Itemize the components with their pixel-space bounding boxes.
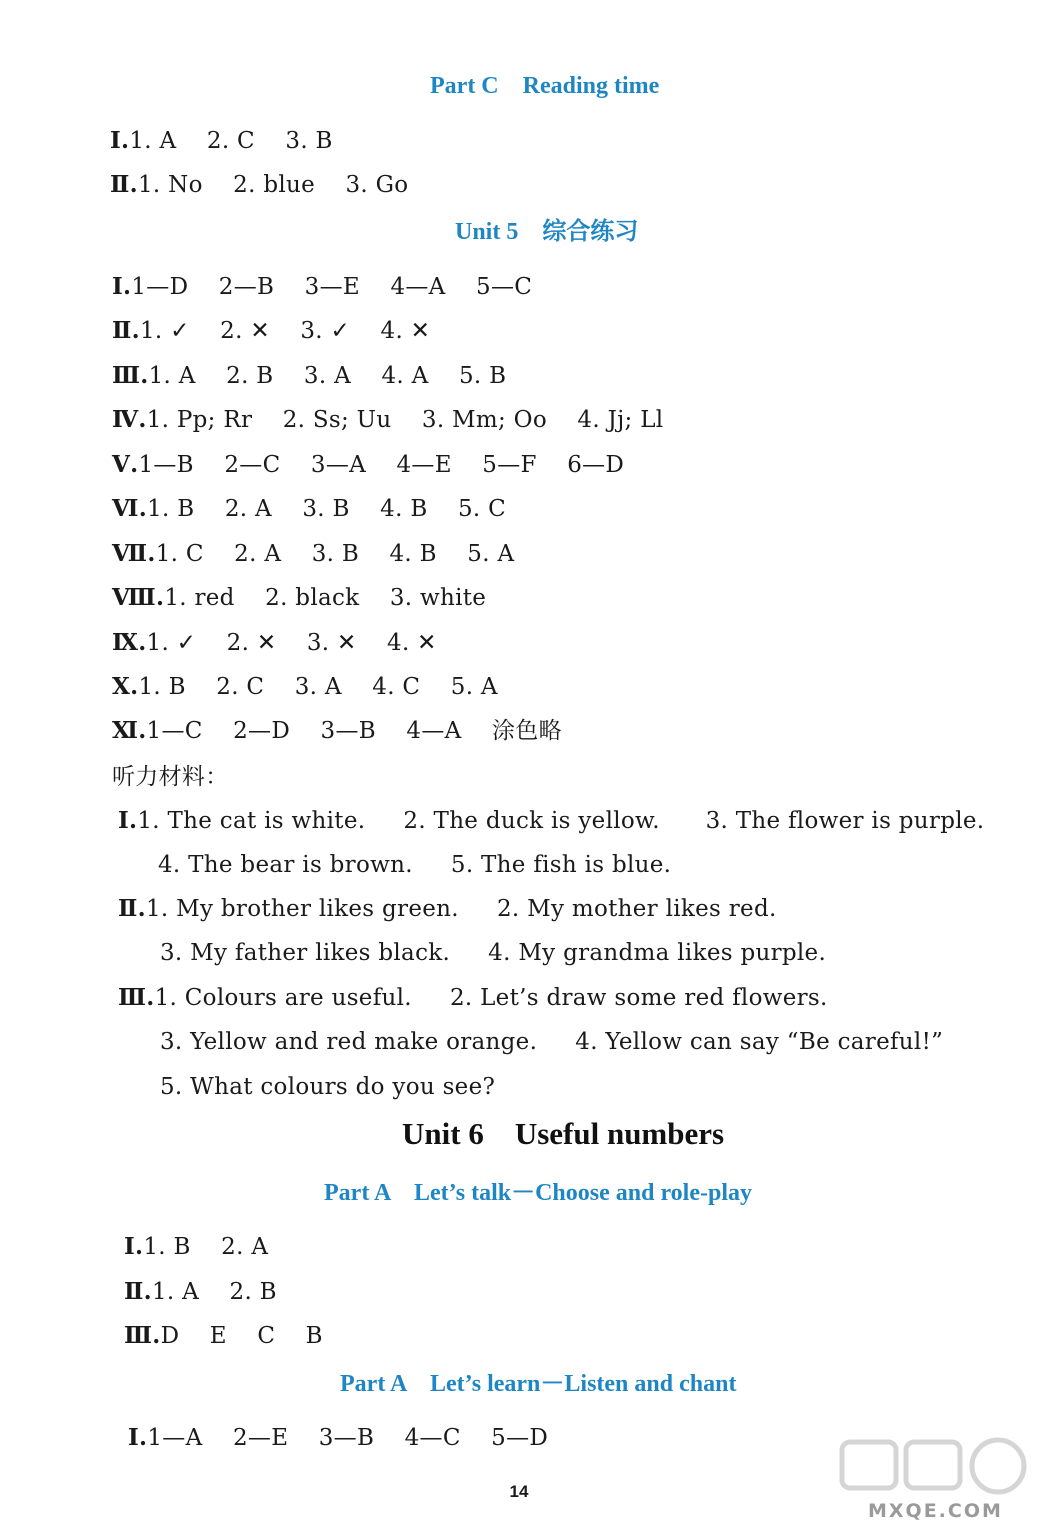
answer-text: 1. ✓ 2. ✕ 3. ✓ 4. ✕: [140, 318, 431, 344]
answer-line: [110, 126, 333, 156]
question-number: Ⅰ.: [124, 1233, 144, 1260]
answer-line: [112, 272, 532, 302]
answer-line: [112, 539, 514, 569]
section-heading-part-a-learn: Part A Let’s learn－Listen and chant: [340, 1371, 737, 1397]
answer-line: [112, 405, 663, 435]
listening-text: 1. Colours are useful. 2. Let’s draw some red flowers.: [154, 985, 828, 1011]
answer-line: [128, 1423, 548, 1453]
question-number: Ⅰ.: [112, 273, 132, 300]
answer-text: D E C B: [160, 1323, 323, 1349]
answer-text: 1. Pp; Rr 2. Ss; Uu 3. Mm; Oo 4. Jj; Ll: [146, 407, 664, 433]
question-number: Ⅺ.: [112, 717, 147, 744]
answer-line: [112, 672, 498, 702]
answer-text: 1. A 2. B 3. A 4. A 5. B: [148, 363, 507, 389]
listening-line: 4. The bear is brown. 5. The fish is blue.: [158, 852, 672, 878]
listening-line: 3. My father likes black. 4. My grandma likes purple.: [160, 940, 827, 966]
question-number: Ⅵ.: [112, 495, 148, 522]
question-number: Ⅸ.: [112, 629, 147, 656]
answer-text: 1. B 2. A 3. B 4. B 5. C: [147, 496, 507, 522]
answer-text: 1—C 2—D 3—B 4—A 涂色略: [146, 718, 562, 744]
listening-line: [118, 894, 777, 924]
listening-text: 1. The cat is white. 2. The duck is yellow. 3. The flower is purple.: [137, 808, 985, 834]
answer-text: 1. red 2. black 3. white: [164, 585, 487, 611]
answer-text: 1—D 2—B 3—E 4—A 5—C: [131, 274, 533, 300]
answer-line: [112, 716, 562, 746]
question-number: Ⅳ.: [112, 406, 147, 433]
answer-line: [112, 361, 506, 391]
answer-line: [112, 494, 506, 524]
question-number: Ⅱ.: [110, 171, 138, 198]
answer-line: [124, 1232, 268, 1262]
question-number: Ⅰ.: [110, 127, 130, 154]
question-number: Ⅱ.: [124, 1278, 152, 1305]
section-heading-unit5: Unit 5 综合练习: [455, 219, 639, 245]
watermark-text: MXQE.COM: [868, 1500, 1003, 1522]
question-number: Ⅲ.: [118, 984, 155, 1011]
listening-line: [118, 983, 828, 1013]
question-number: Ⅰ.: [118, 807, 138, 834]
answer-line: [112, 583, 486, 613]
section-heading-part-a-talk: Part A Let’s talk－Choose and role-play: [324, 1180, 753, 1206]
unit-title: Unit 6 Useful numbers: [402, 1116, 725, 1151]
answer-line: [112, 316, 430, 346]
answer-line: [124, 1321, 323, 1351]
question-number: Ⅹ.: [112, 673, 139, 700]
answer-text: 1. ✓ 2. ✕ 3. ✕ 4. ✕: [146, 630, 437, 656]
section-heading-part-c: Part C Reading time: [430, 73, 660, 99]
question-number: Ⅷ.: [112, 584, 165, 611]
page-number: 14: [509, 1482, 529, 1501]
answer-text: 1. C 2. A 3. B 4. B 5. A: [155, 541, 515, 567]
answer-text: 1. B 2. C 3. A 4. C 5. A: [138, 674, 498, 700]
question-number: Ⅲ.: [124, 1322, 161, 1349]
answer-text: 1—B 2—C 3—A 4—E 5—F 6—D: [138, 452, 625, 478]
question-number: Ⅰ.: [128, 1424, 148, 1451]
answer-text: 1. B 2. A: [143, 1234, 269, 1260]
answer-line: [112, 450, 624, 480]
answer-text: 1. No 2. blue 3. Go: [138, 172, 409, 198]
listening-line: 3. Yellow and red make orange. 4. Yellow can say “Be careful!”: [160, 1029, 944, 1055]
answer-line: [110, 170, 408, 200]
answer-text: 1—A 2—E 3—B 4—C 5—D: [147, 1425, 549, 1451]
question-number: Ⅴ.: [112, 451, 139, 478]
listening-line: [118, 806, 984, 836]
answer-text: 1. A 2. C 3. B: [129, 128, 333, 154]
answer-line: [124, 1277, 277, 1307]
question-number: Ⅲ.: [112, 362, 149, 389]
listening-label: 听力材料：: [112, 764, 229, 790]
listening-text: 1. My brother likes green. 2. My mother likes red.: [146, 896, 777, 922]
answer-text: 1. A 2. B: [152, 1279, 277, 1305]
question-number: Ⅱ.: [118, 895, 146, 922]
listening-line: 5. What colours do you see?: [160, 1074, 496, 1100]
question-number: Ⅶ.: [112, 540, 156, 567]
question-number: Ⅱ.: [112, 317, 140, 344]
answer-line: [112, 628, 437, 658]
